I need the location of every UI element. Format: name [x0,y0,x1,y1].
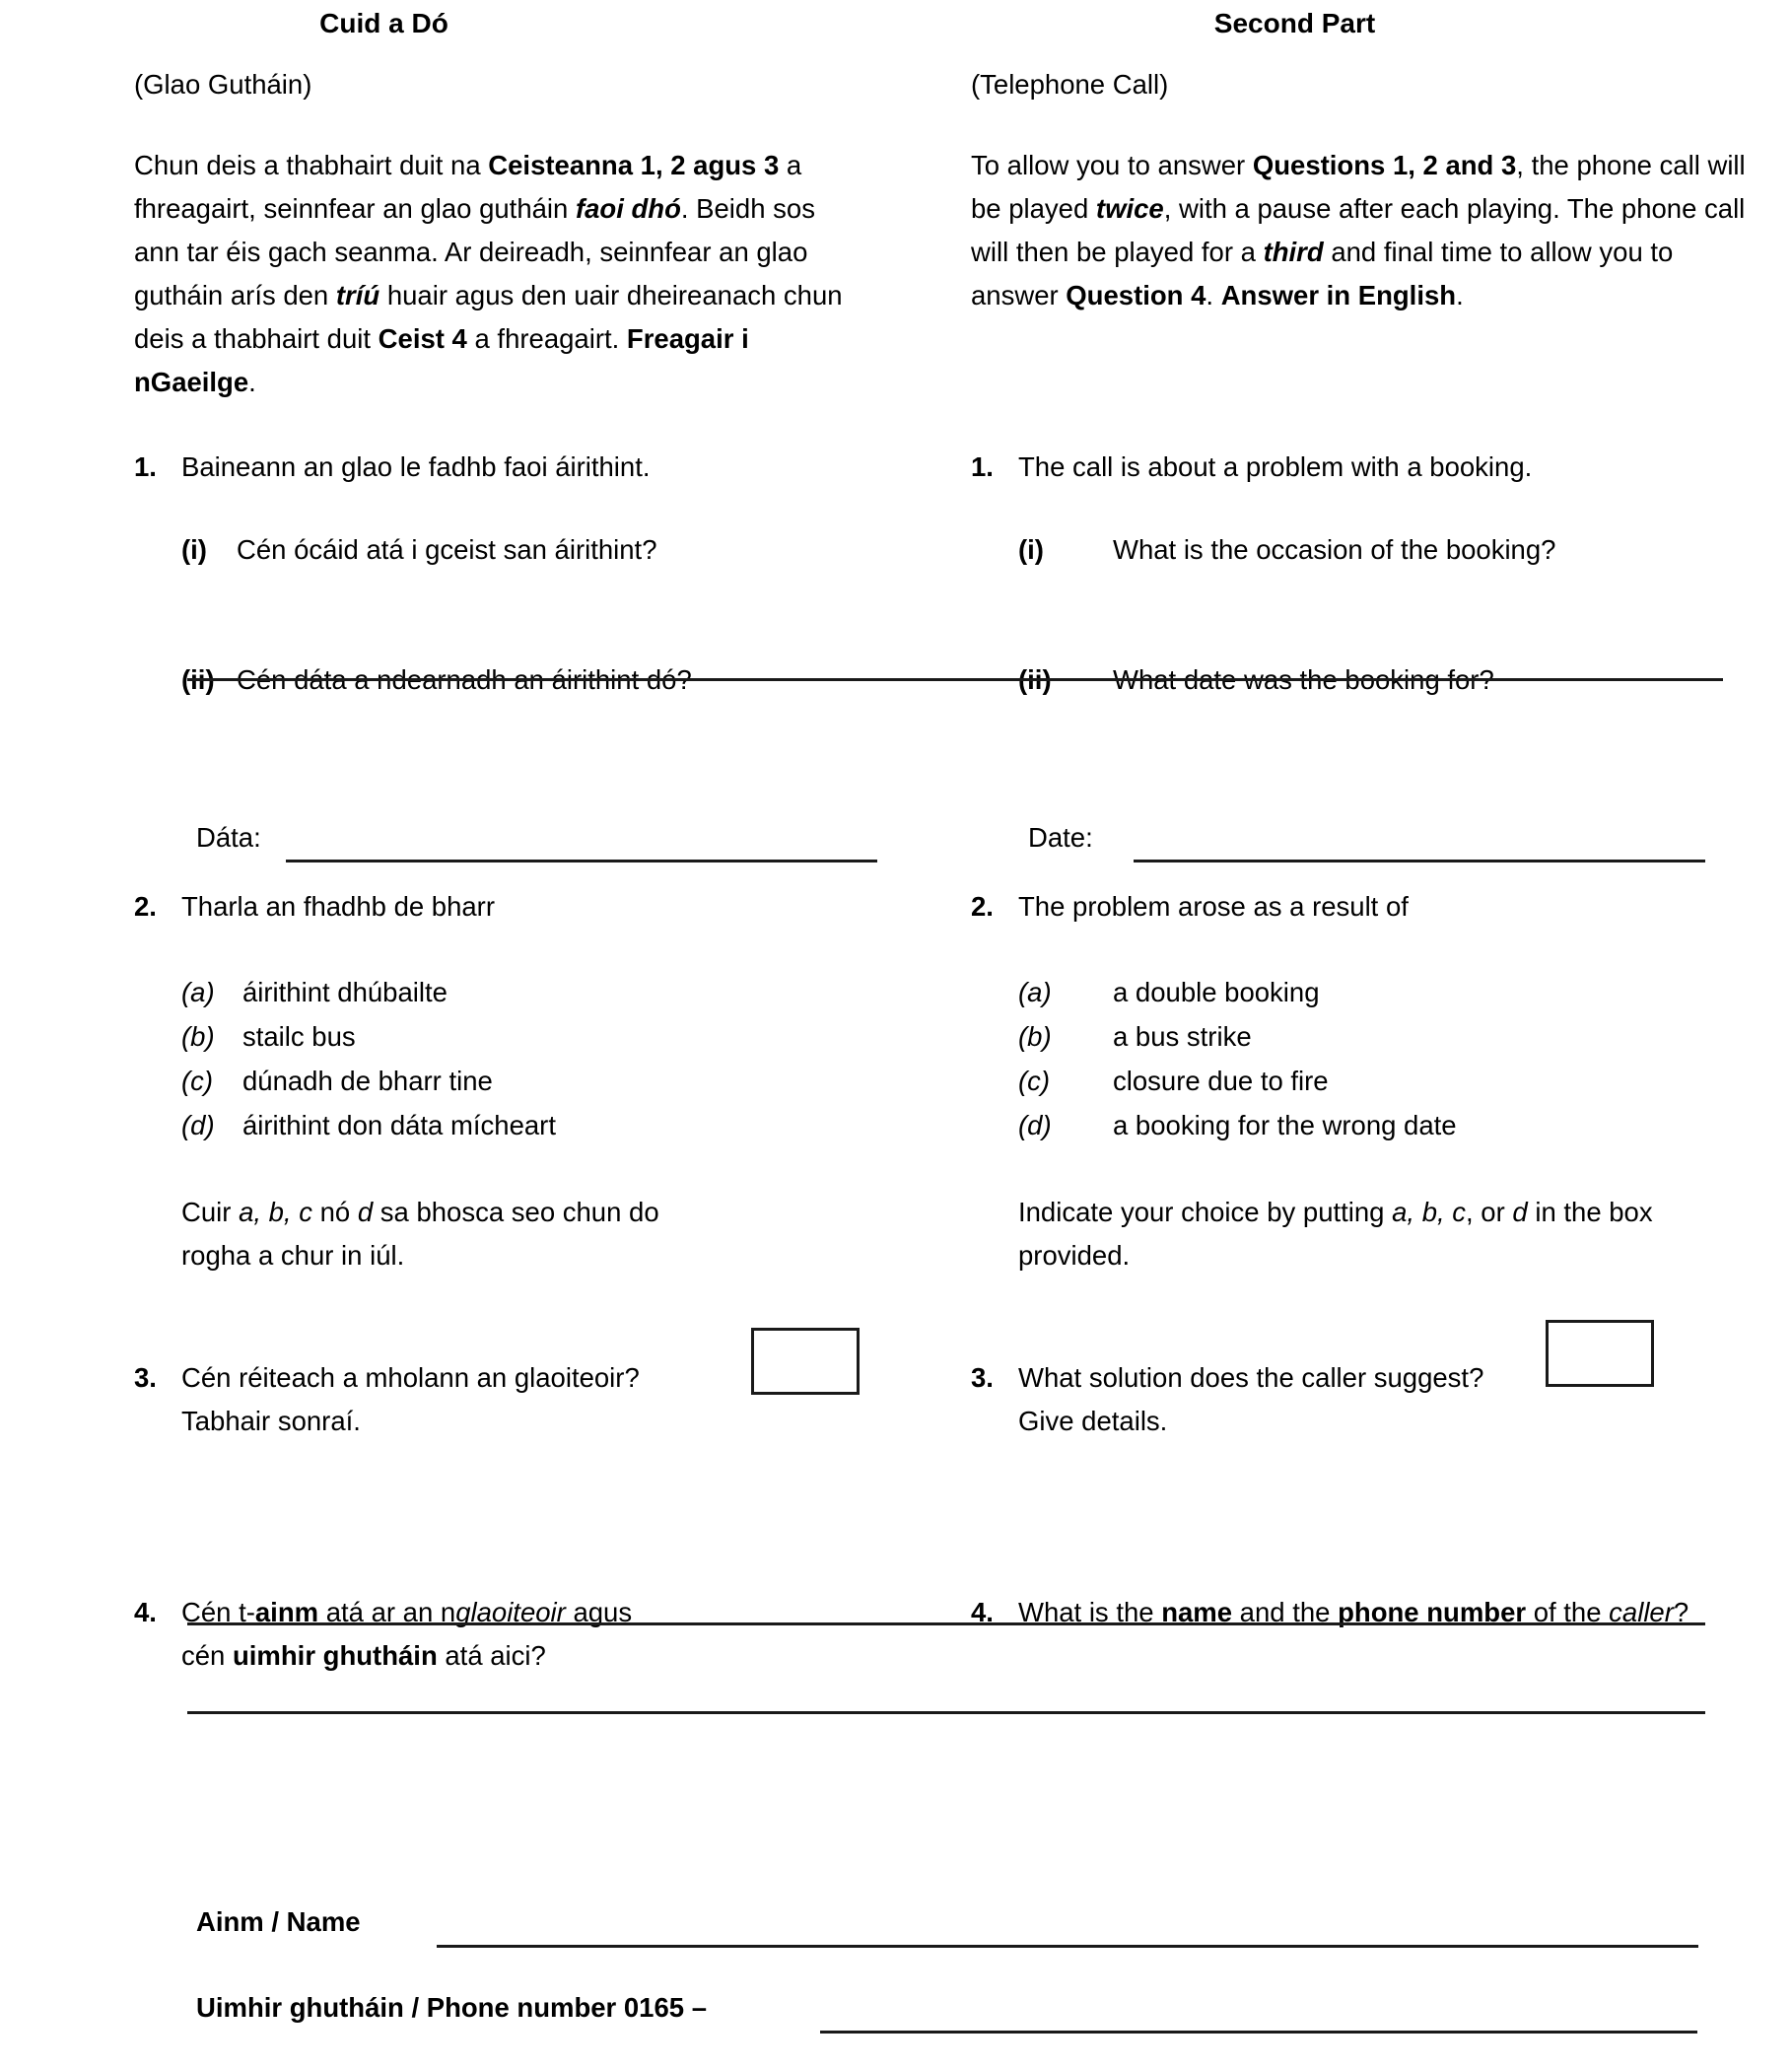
q2-option-text-english-c: closure due to fire [1113,1066,1329,1096]
page-title-english: Second Part [1213,8,1376,38]
q2-options-english [971,970,1753,1147]
q3-stem-english-line1: What solution does the caller suggest? [1018,1362,1484,1393]
q1-ii-label-english: (ii) [1018,664,1052,695]
q4-phone-answer-line[interactable] [820,2031,1697,2034]
q1-col-irish [0,446,896,572]
subtitle-irish: (Glao Gutháin) [134,69,312,100]
q4-stem-english-row [971,1591,1753,1634]
q1-number-english: 1. [971,451,994,482]
q2-option-irish-d[interactable] [181,1103,866,1147]
q2-option-english-a[interactable] [1018,970,1753,1014]
q4-name-answer-line[interactable] [437,1945,1698,1948]
subtitle-english: (Telephone Call) [971,69,1169,100]
page-title-irish: Cuid a Dó [319,8,448,38]
q2-answer-box-english[interactable] [1546,1320,1654,1387]
q1-date-label-english: Date: [1028,822,1093,853]
q3-col-english [896,1356,1792,1443]
q1-i-label-irish: (i) [181,534,207,565]
q1-col-english [896,446,1792,572]
q4-col-english [896,1591,1792,1678]
q1-date-line-irish[interactable] [286,860,877,862]
q1-stem-english: The call is about a problem with a booking. [1018,451,1533,482]
question-4 [0,1591,1792,1678]
header-col-english [896,4,1792,43]
q2-stem-english-row [971,885,1753,929]
q3-stem-irish-line1: Cén réiteach a mholann an glaoiteoir? [181,1362,640,1393]
q2-option-text-english-b: a bus strike [1113,1021,1252,1052]
q2-option-label-irish-a: (a) [181,977,215,1007]
q2-option-label-english-a: (a) [1018,977,1052,1007]
question-1 [0,446,1792,572]
q1-stem-irish-row [134,446,866,489]
q2-option-text-english-a: a double booking [1113,977,1320,1007]
q4-stem-irish-row [134,1591,866,1678]
q3-stem-english-line2: Give details. [1018,1406,1168,1436]
q2-option-label-irish-c: (c) [181,1066,214,1096]
intro-text-english: To allow you to answer Questions 1, 2 and 3, the phone call will be played twice, with a pause after each playing. The phone call will then be played for a third and final time to allow you to answer Question 4. Answer in English. [971,150,1746,310]
q2-option-english-d[interactable] [1018,1103,1753,1147]
q3-stem-irish-line2: Tabhair sonraí. [181,1406,361,1436]
q1-i-text-irish: Cén ócáid atá i gceist san áirithint? [237,534,657,565]
q1-date-line-english[interactable] [1134,860,1705,862]
q2-instruction-english: Indicate your choice by putting a, b, c, or d in the box provided. [1018,1197,1653,1271]
q1-ii-text-irish: Cén dáta a ndearnadh an áirithint dó? [237,664,692,695]
intro-col-english [896,43,1792,404]
q2-option-english-b[interactable] [1018,1014,1753,1059]
q2-answer-box-irish[interactable] [751,1328,860,1395]
q2-stem-irish: Tharla an fhadhb de bharr [181,891,495,922]
intro-col-irish [0,43,896,404]
q4-stem-irish: Cén t-ainm atá ar an nglaoiteoir agus cén uimhir ghutháin atá aici? [181,1597,633,1671]
q4-name-label: Ainm / Name [196,1906,361,1937]
q1-stem-irish: Baineann an glao le fadhb faoi áirithint. [181,451,651,482]
q2-option-label-irish-d: (d) [181,1110,215,1140]
q2-option-label-english-b: (b) [1018,1021,1052,1052]
q2-option-irish-c[interactable] [181,1059,866,1103]
q3-number-irish: 3. [134,1362,157,1393]
q2-option-english-c[interactable] [1018,1059,1753,1103]
page-header [0,0,1792,43]
question-2 [0,885,1792,1277]
q4-number-english: 4. [971,1597,994,1627]
q2-option-text-english-d: a booking for the wrong date [1113,1110,1457,1140]
q1-stem-english-row [971,446,1753,489]
q2-option-text-irish-a: áirithint dhúbailte [242,977,448,1007]
q1-date-label-irish: Dáta: [196,822,261,853]
header-col-irish [0,4,896,43]
q2-option-label-irish-b: (b) [181,1021,215,1052]
q1-i-label-english: (i) [1018,534,1044,565]
q3-number-english: 3. [971,1362,994,1393]
q2-instruction-irish: Cuir a, b, c nó d sa bhosca seo chun do rogha a chur in iúl. [181,1197,659,1271]
q2-option-label-english-d: (d) [1018,1110,1052,1140]
q2-option-text-irish-c: dúnadh de bharr tine [242,1066,493,1096]
q1-ii-label-irish: (ii) [181,664,215,695]
q2-option-text-irish-b: stailc bus [242,1021,356,1052]
q1-i-text-english: What is the occasion of the booking? [1113,534,1556,565]
q3-answer-line-2[interactable] [187,1711,1705,1714]
q4-stem-english: What is the name and the phone number of the caller? [1018,1597,1689,1627]
question-3 [0,1356,1792,1443]
q2-col-irish [0,885,896,1277]
q2-option-irish-a[interactable] [181,970,866,1014]
q2-option-label-english-c: (c) [1018,1066,1051,1096]
q2-option-irish-b[interactable] [181,1014,866,1059]
q2-option-text-irish-d: áirithint don dáta mícheart [242,1110,556,1140]
q4-number-irish: 4. [134,1597,157,1627]
intro-text-irish: Chun deis a thabhairt duit na Ceisteanna 1, 2 agus 3 a fhreagairt, seinnfear an glao gutháin faoi dhó. Beidh sos ann tar éis gach seanma. Ar deireadh, seinnfear an glao gutháin arís den tríú huair agus den uair dheireanach chun deis a thabhairt duit Ceist 4 a fhreagairt. Freagair i nGaeilge. [134,150,843,397]
q1-i-answer-line[interactable] [187,678,1723,681]
q4-phone-label: Uimhir ghutháin / Phone number 0165 – [196,1992,708,2023]
q2-stem-english: The problem arose as a result of [1018,891,1409,922]
q1-ii-text-english: What date was the booking for? [1113,664,1494,695]
q2-stem-irish-row [134,885,866,929]
q2-options-irish [134,970,866,1147]
q2-col-english [896,885,1792,1277]
q2-number-irish: 2. [134,891,157,922]
q3-answer-line-1[interactable] [187,1622,1705,1625]
intro-section [0,43,1792,404]
q1-i-irish-row [134,528,866,572]
q2-number-english: 2. [971,891,994,922]
q4-col-irish [0,1591,896,1678]
q1-number-irish: 1. [134,451,157,482]
q1-i-english-row [971,528,1753,572]
